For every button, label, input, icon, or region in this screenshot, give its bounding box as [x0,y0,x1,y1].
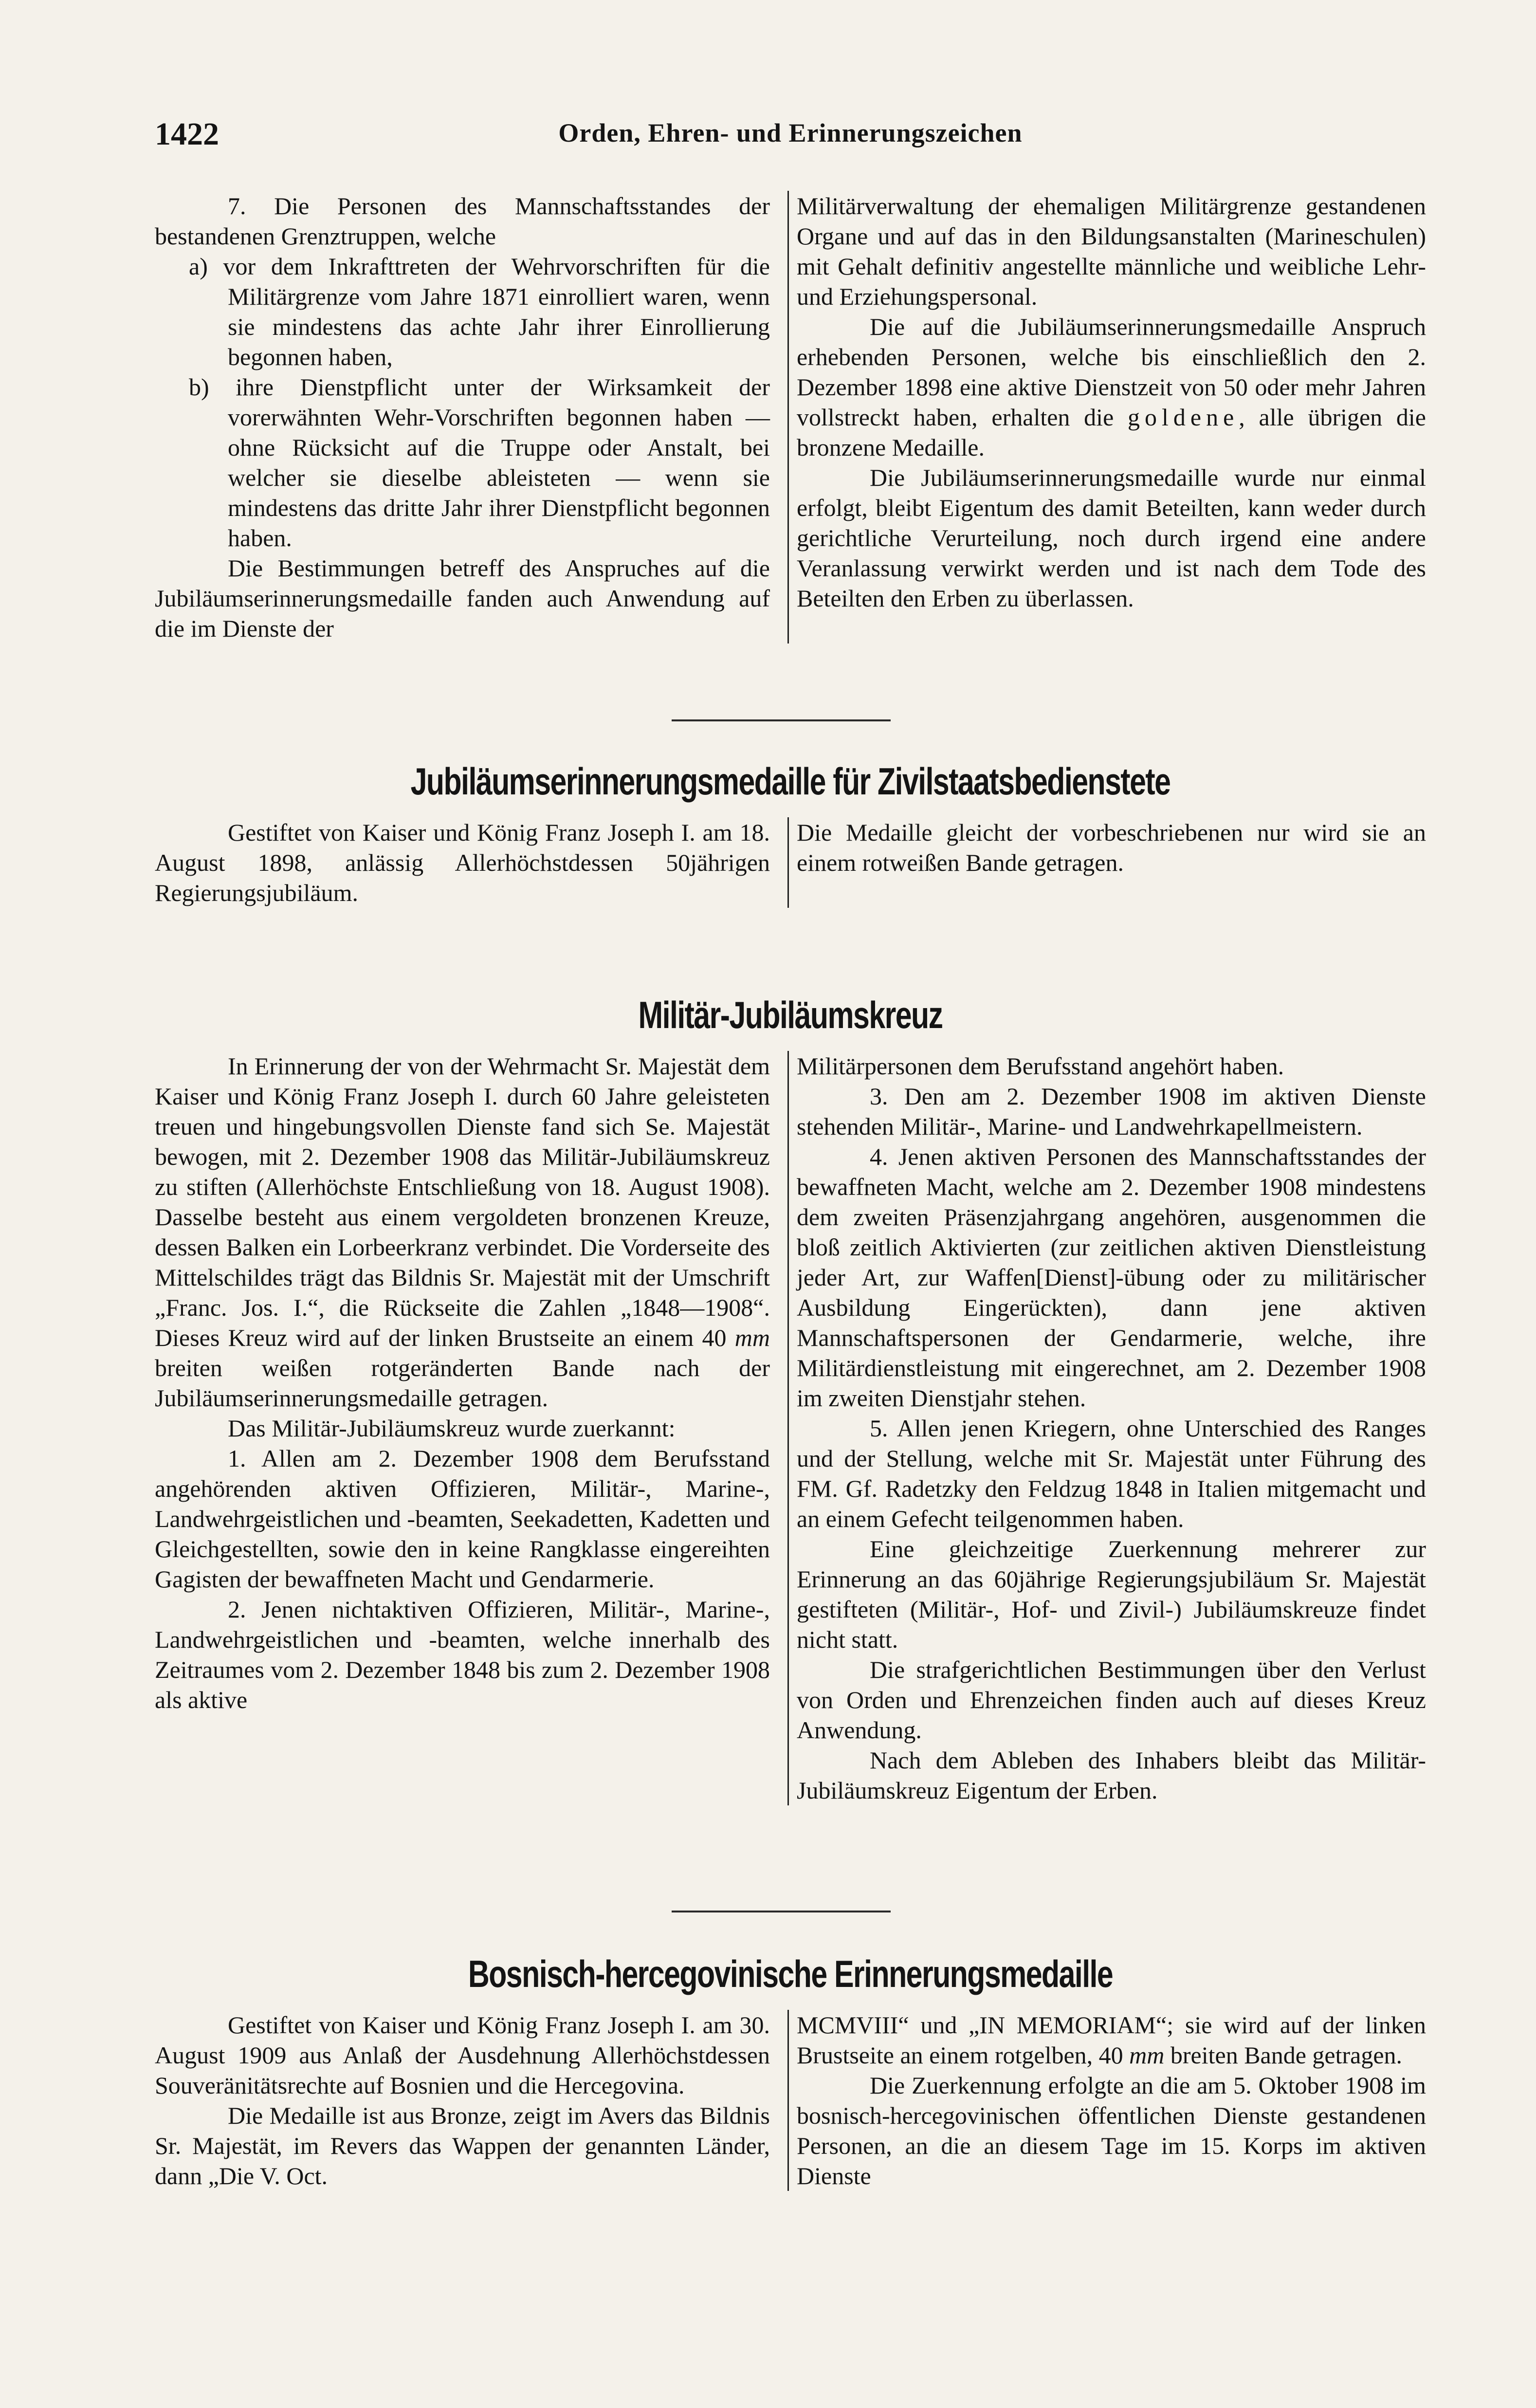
section-title: Bosnisch-hercegovinische Erinnerungsmedaille [468,1952,1113,1995]
left-column [155,2010,778,2191]
running-title: Orden, Ehren- und Erinnerungszeichen [558,118,1023,147]
paragraph [155,1051,770,1413]
paragraph: Die Medaille ist aus Bronze, zeigt im Avers das Bildnis Sr. Majestät, im Revers das Wappen der genannten Länder, dann „Die V. Oct. [155,2102,770,2189]
paragraph: Gestiftet von Kaiser und König Franz Joseph I. am 18. August 1898, anlässig Allerhöchstdessen 50jährigen Regierungsjubiläum. [155,819,770,906]
paragraph [797,312,1426,462]
paragraph: Die Jubiläumserinnerungsmedaille wurde nur einmal erfolgt, bleibt Eigentum des damit Beteilten, kann weder durch gerichtliche Verurteilung, noch durch irgend eine andere Veranlassung verwirkt werden und ist nach dem Tode des Beteilten den Erben zu überlassen. [797,464,1426,612]
list-item: 2. Jenen nichtaktiven Offizieren, Militär-, Marine-, Landwehrgeistlichen und -beamten, welche innerhalb des Zeitraumes vom 2. Dezember 1848 bis zum 2. Dezember 1908 als aktive [155,1596,770,1713]
right-column [787,191,1426,643]
text-run: , alle übrigen die bronzene Medaille. [797,404,1426,461]
unit-text: mm [734,1324,770,1351]
list-item: 1. Allen am 2. Dezember 1908 dem Berufsstand angehörenden aktiven Offizieren, Militär-, Marine-, Landwehrgeistlichen und -beamten, Seekadetten, Kadetten und Gleichgestellten, sowie den in keine Rangklasse eingereihten Gagisten der bewaffneten Macht und Gendarmerie. [155,1445,770,1593]
section-kreuz [155,993,1426,1805]
page-number: 1422 [155,116,219,152]
list-item: 4. Jenen aktiven Personen des Mannschaftsstandes der bewaffneten Macht, welche am 2. Dezember 1908 mindestens dem zweiten Präsenzjahrgang angehören, ausgenommen die bloß zeitlich Aktivierten (zur zeitlichen aktiven Dienstleistung jeder Art, zur Waffen[Dienst]-übung oder zu militärischer Ausbildung Eingerückten), dann jene aktiven Mannschaftspersonen der Gendarmerie, welche, ihre Militärdienstleistung mit eingerechnet, am 2. Dezember 1908 im zweiten Dienstjahr stehen. [797,1143,1426,1412]
page-header [155,116,1426,165]
left-column [155,191,778,643]
list-item: b) ihre Dienstpflicht unter der Wirksamkeit der vorerwähnten Wehr-Vorschriften begonnen haben — ohne Rücksicht auf die Truppe oder Anstalt, bei welcher sie dieselbe ableisteten — wenn sie mindestens das dritte Jahr ihrer Dienstpflicht begonnen haben. [189,373,770,551]
paragraph [797,2010,1426,2070]
section-divider [672,1911,891,1912]
paragraph: Das Militär-Jubiläumskreuz wurde zuerkannt: [228,1415,676,1442]
section-title: Militär-Jubiläumskreuz [638,993,943,1036]
paragraph: Die strafgerichtlichen Bestimmungen über den Verlust von Orden und Ehrenzeichen finden auch auf dieses Kreuz Anwendung. [797,1656,1426,1744]
right-column [787,1051,1426,1805]
list-item: a) vor dem Inkrafttreten der Wehrvorschriften für die Militärgrenze vom Jahre 1871 einrolliert waren, wenn sie mindestens das achte Jahr ihrer Einrollierung begonnen haben, [189,253,770,370]
paragraph: Die Medaille gleicht der vorbeschriebenen nur wird sie an einem rotweißen Bande getragen. [797,819,1426,876]
section-bosnien [155,1952,1426,2191]
right-column [787,817,1426,908]
paragraph: Die Zuerkennung erfolgte an die am 5. Oktober 1908 im bosnisch-hercegovinischen öffentlichen Dienste gestandenen Personen, an die an diesem Tage im 15. Korps im aktiven Dienste [797,2072,1426,2189]
section-divider [672,719,891,721]
list-item: 5. Allen jenen Kriegern, ohne Unterschied des Ranges und der Stellung, welche mit Sr. Majestät unter Führung des FM. Gf. Radetzky den Feldzug 1848 in Italien mitgemacht und an einem Gefecht teilgenommen haben. [797,1415,1426,1532]
section-grenztruppen [155,191,1426,643]
text-run: MCMVIII“ und „IN MEMORIAM“; sie wird auf der linken Brustseite an einem rotgelben, 40 [797,2011,1426,2069]
list-item: 3. Den am 2. Dezember 1908 im aktiven Dienste stehenden Militär-, Marine- und Landwehrkapellmeistern. [797,1083,1426,1140]
right-column [787,2010,1426,2191]
left-column [155,1051,778,1805]
section-title: Jubiläumserinnerungsmedaille für Zivilstaatsbedienstete [410,760,1170,803]
text-run: breiten Bande getragen. [1170,2041,1403,2069]
paragraph: Militärverwaltung der ehemaligen Militärgrenze gestandenen Organe und auf das in den Bildungsanstalten (Marineschulen) mit Gehalt definitiv angestellte männliche und weibliche Lehr- und Erziehungspersonal. [797,192,1426,310]
text-run: Die auf die Jubiläumserinnerungsmedaille Anspruch erhebenden Personen, welche bis einschließlich den 2. Dezember 1898 eine aktive Dienstzeit von 50 oder mehr Jahren vollstreckt haben, erhalten die [797,313,1426,431]
paragraph: Gestiftet von Kaiser und König Franz Joseph I. am 30. August 1909 aus Anlaß der Ausdehnung Allerhöchstdessen Souveränitätsrechte auf Bosnien und die Hercegovina. [155,2011,770,2099]
left-column [155,817,778,908]
paragraph: 7. Die Personen des Mannschaftsstandes der bestandenen Grenztruppen, welche [155,192,770,250]
unit-text: mm [1129,2041,1165,2069]
paragraph: Nach dem Ableben des Inhabers bleibt das Militär-Jubiläumskreuz Eigentum der Erben. [797,1746,1426,1804]
section-zivil [155,759,1426,908]
text-run: In Erinnerung der von der Wehrmacht Sr. Majestät dem Kaiser und König Franz Joseph I. durch 60 Jahre geleisteten treuen und hingebungsvollen Dienste fand sich Se. Majestät bewogen, mit 2. Dezember 1908 das Militär-Jubiläumskreuz zu stiften (Allerhöchste Entschließung von 18. August 1908). Dasselbe besteht aus einem vergoldeten bronzenen Kreuze, dessen Balken ein Lorbeerkranz verbindet. Die Vorderseite des Mittelschildes trägt das Bildnis Sr. Majestät mit der Umschrift „Franc. Jos. I.“, die Rückseite die Zahlen „1848—1908“. Dieses Kreuz wird auf der linken Brustseite an einem 40 [155,1052,770,1351]
emphasis-text: goldene [1128,404,1239,431]
paragraph: Eine gleichzeitige Zuerkennung mehrerer zur Erinnerung an das 60jährige Regierungsjubiläum Sr. Majestät gestifteten (Militär-, Hof- und Zivil-) Jubiläumskreuze findet nicht statt. [797,1535,1426,1653]
paragraph: Militärpersonen dem Berufsstand angehört haben. [797,1052,1284,1080]
paragraph: Die Bestimmungen betreff des Anspruches auf die Jubiläumserinnerungsmedaille fanden auch Anwendung auf die im Dienste der [155,554,770,642]
text-run: breiten weißen rotgeränderten Bande nach der Jubiläumserinnerungsmedaille getragen. [155,1354,770,1412]
